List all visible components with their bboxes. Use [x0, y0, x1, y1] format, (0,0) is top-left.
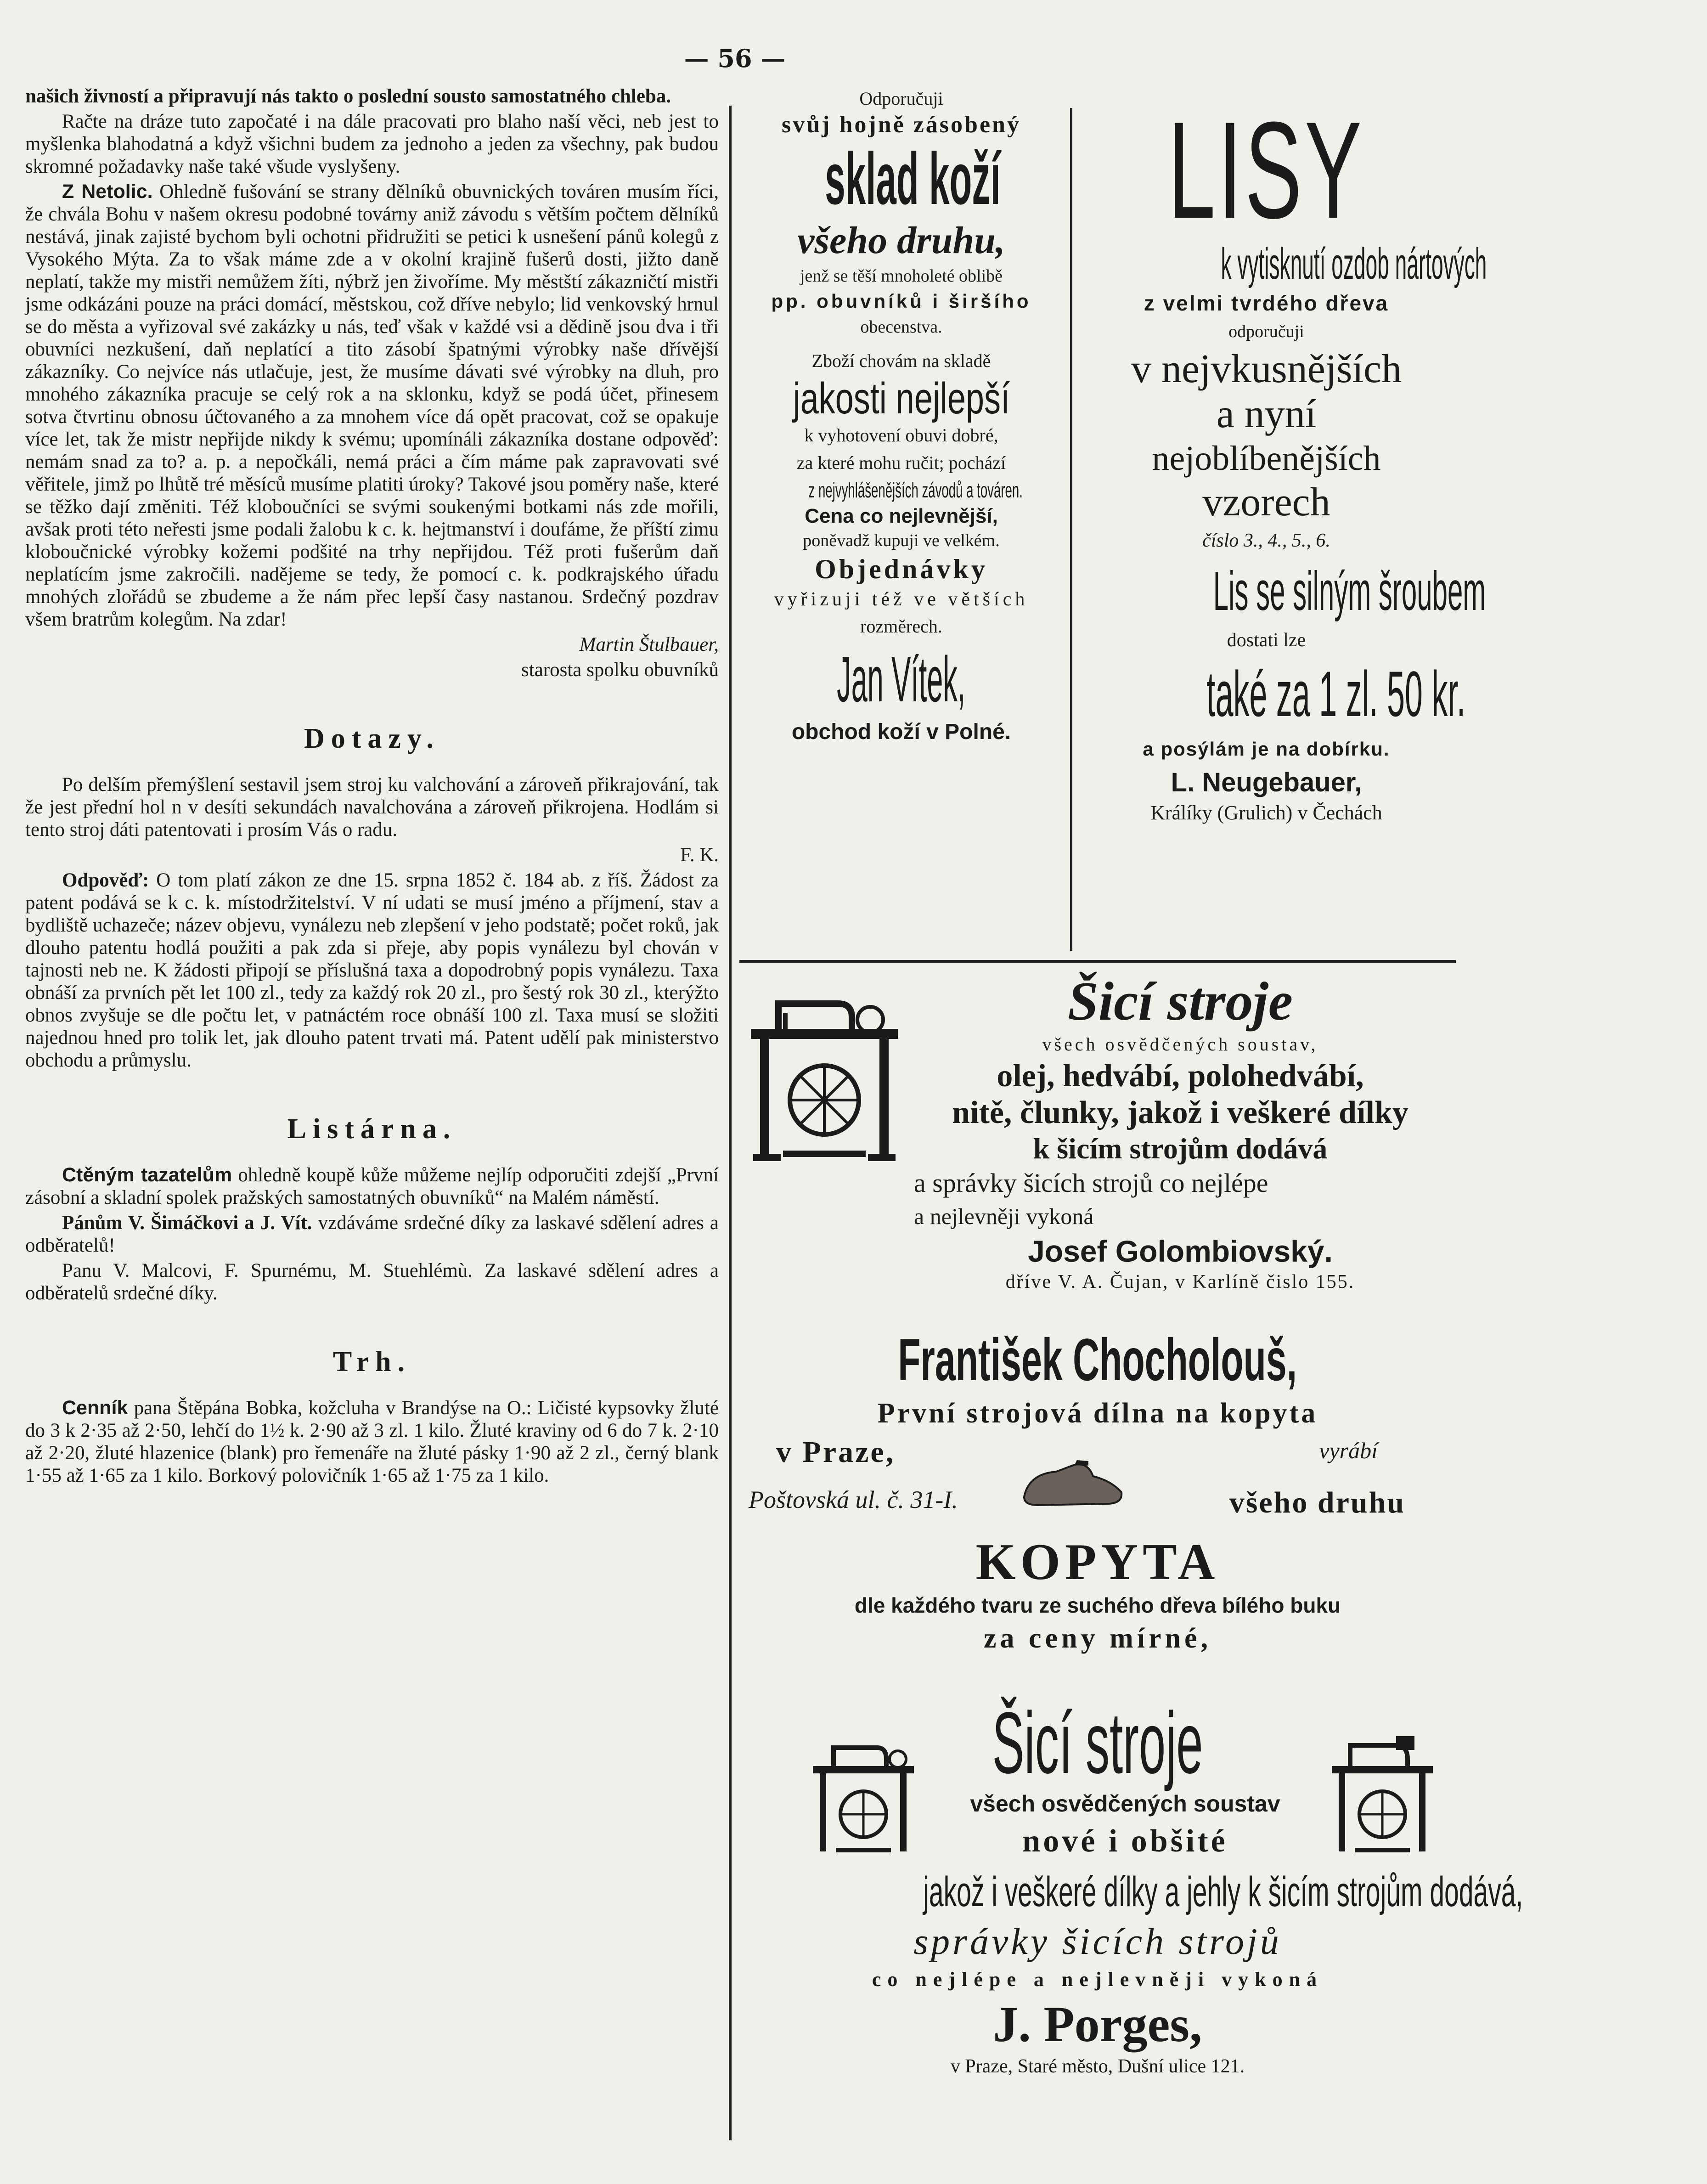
answer-text: Odpověď: O tom platí zákon ze dne 15. srpna 1852 č. 184 ab. z říš. Žádost za patent podává se k c. k. místodržitelství. V ní udati se musí jméno a příjmení, stav a bydliště uchazeče; název objevu, vynálezu neb zlepšení v jeho podstatě; počet roků, jak dlouho patentu hodlá použiti a pak zda si přeje, aby popis vynálezu byl chován v tajnosti neb ne. K žádosti připojí se příslušná taxa a dopodrobný popis vynálezu. Taxa obnáší za prvních pět let 100 zl., tedy za každý rok 20 zl., pro šestý rok 30 zl., kterýžto obnos zvyšuje se dle počtu let, v patnáctém roce obnáší 100 zl. Taxa musí se složiti najednou hned pro tolik let, jak dlouho patent trvati má. Patent udělí pak ministerstvo obchodu a průmyslu.	[25, 869, 719, 1071]
sewing-machine-icon	[1327, 1734, 1437, 1858]
ad-leather-store: Odporučuji svůj hojně zásobený sklad koží všeho druhu, jenž se těší mnoholeté oblibě pp. obuvníků i širšího obecenstva. Zboží chovám na skladě jakosti nejlepší k vyhotovení obuvi dobré, za které mohu ručit; pochází z nejvyhlášenějších závodů a továren. Cena co nejlevnější, poněvadž kupuji ve velkém. Objednávky vyřizuji též ve větších rozměrech. Jan Vítek, obchod koží v Polné.	[771, 88, 1031, 744]
section-title: Trh.	[332, 1346, 411, 1377]
sewing-machine-icon	[742, 985, 907, 1178]
market-text: Cenník pana Štěpána Bobka, kožcluha v Brandýse na O.: Ličisté kypsovky žluté do 3 k 2·35 až 2·50, lehčí do 1½ k. 2·90 až 3 zl. 1 kilo. Žluté kraviny od 6 do 7 k. 2·10 až 2·20, žluté hlazenice (blank) pro řemenáře na žluté pásky 1·90 až 2 zl., černý blank 1·55 až 1·65 za 1 kilo. Borkový polovičník 1·65 až 1·75 za 1 kilo.	[25, 1397, 719, 1486]
question-text: Po delším přemýšlení sestavil jsem stroj ku valchování a zároveň přikrajování, tak že jest přední hol n v desíti sekundách navalchována a zároveň přikrojena. Hodlám si tento stroj dáti patentovati i prosím Vás o radu.	[25, 774, 719, 841]
ad-sewing-machines-golombiovsky: Šicí stroje všech osvědčených soustav, olej, hedvábí, polohedvábí, nitě, člunky, jakož i veškeré dílky k šicím strojům dodává a správky šicích strojů co nejlépe a nejlevněji vykoná Josef Golombiovský. dříve V. A. Čujan, v Karlíně čislo 155.	[739, 971, 1456, 1321]
ad-headline: Šicí stroje	[1067, 971, 1293, 1032]
ad-divider	[1070, 108, 1072, 951]
letter-item: Pánům V. Šimáčkovi a J. Vít. vzdáváme srdečné díky za laskavé sdělení adres a odběratelů!	[25, 1212, 719, 1256]
signature-role: starosta spolku obuvníků	[521, 659, 719, 681]
section-title: Listárna.	[287, 1113, 457, 1145]
sewing-machine-icon	[808, 1738, 918, 1858]
ad-signature: Jan Vítek,	[837, 643, 966, 715]
ad-headline: František Chocholouš,	[898, 1326, 1297, 1393]
article-paragraph: Račte na dráze tuto započaté i na dále pracovati pro blaho naší věci, neb jest to myšlenka blahodatná a když všichni budem za jednoho a jeden za všechny, pak budou skromné požadavky naše také všude vyslyšeny.	[25, 111, 719, 177]
ad-headline: Šicí stroje	[992, 1694, 1203, 1792]
ad-shoe-lasts-chocholous: František Chocholouš, První strojová dílna na kopyta v Praze, vyrábí Poštovská ul. č. 31-I. všeho druhu KOPYTA dle každého tvaru ze suchého dřeva bílého buku za ceny mírné,	[749, 1326, 1405, 1654]
letter-item: Panu V. Malcovi, F. Spurnému, M. Stuehlémù. Za laskavé sdělení adres a odběratelů srdečné díky.	[25, 1260, 719, 1304]
column-divider	[729, 106, 732, 2140]
article-paragraph: našich živností a připravují nás takto o poslední sousto samostatného chleba.	[25, 85, 671, 107]
left-column	[25, 85, 719, 2161]
ad-headline: sklad koží	[825, 137, 1001, 220]
shoe-last-icon	[1020, 1460, 1125, 1511]
section-title: Dotazy.	[304, 723, 440, 754]
question-signature: F. K.	[680, 844, 719, 866]
page-number: — 56 —	[684, 44, 786, 73]
ad-sewing-machines-porges: Šicí stroje všech osvědčených soustav nové i obšité jakož i veškeré dílky a jehly k šicím strojům dodává, správky šicích strojů co nejlépe a nejlevněji vykoná J. Porges, v Praze, Staré město, Dušní ulice 121.	[739, 1697, 1456, 2166]
ad-divider	[739, 960, 1456, 963]
letter-item: Ctěným tazatelům ohledně koupě kůže můžeme nejlíp odporučiti zdejší „První zásobní a skladní spolek pražských samostatných obuvníků“ na Malém náměstí.	[25, 1164, 719, 1208]
ad-presses: LISY k vytisknutí ozdob nártových z velmi tvrdého dřeva odporučuji v nejvkusnějších a nyní nejoblíbenějších vzorech číslo 3., 4., 5., 6. Lis se silným šroubem dostati lze také za 1 zl. 50 kr. a posýlám je na dobírku. L. Neugebauer, Králíky (Grulich) v Čechách	[1131, 93, 1487, 824]
article-paragraph: Z Netolic. Ohledně fušování se strany dělníků obuvnických továren musím říci, že chvála Bohu v našem okresu podobné továrny aniž závodu s větším počtem dělníků nestává, jinak zajisté bychom byli ochotni přidružiti se petici k usnešení pánů kolegů z Vysokého Mýta. Za to však máme zde a v okolní krajině fušerů dosti, jižto daně neplatí, takže my mistři nemůžem žíti, nýbrž jen živoříme. My městští zákazničtí mistři jsme odkázáni pouze na práci domácí, městskou, což dříve nebylo; lid venkovský hrnul se do města a vyřizoval své zakázky u nás, teď však v každé vsi a dědině jsou dva i tři obuvníci nezkušení, daň neplatící a tito zásobí špatnými výrobky naše dřívější zákazníky. Co nejvíce nás utlačuje, jest, že musíme dávati své výrobky na dluh, pro mnohého zákazníka pracuje se celý rok a na sklonku, když se podá účet, přinesem sotva čtvrtinu obnosu účtovaného a za mnohem více dá opět pracovat, což se opakuje více let, tak že mistr nepřijde nikdy k svému; upomínáli zákazníka dostane odpověď: nemám snad za to? a. p. a nepočkáli, nemá práci a čím máme pak zapravovati své věřitele, jimž po lhůtě tré měsíců musíme platiti úroky? Takové jsou poměry naše, které se těžko dají změniti. Též kloboučníci se svými soukenými botkami nás zde mořili, avšak proti této neřesti jsme podali žalobu k c. k. hejtmanství i doufáme, že příští zimu kloboučnické výrobky kožemi podšité na trhy nepřijdou. Též proti fušerům daň neplatícím jsme zakročili. nadějeme se tedy, že pomocí c. k. podkrajského úřadu mnohých zlořádů se zbudeme a že nám přec lepší časy nastanou. Srdečný pozdrav všem bratrům kolegům. Na zdar!	[25, 181, 719, 630]
signature: Martin Štulbauer,	[579, 634, 719, 655]
section-heading: Z Netolic.	[62, 181, 153, 203]
ad-headline: LISY	[1168, 93, 1365, 247]
